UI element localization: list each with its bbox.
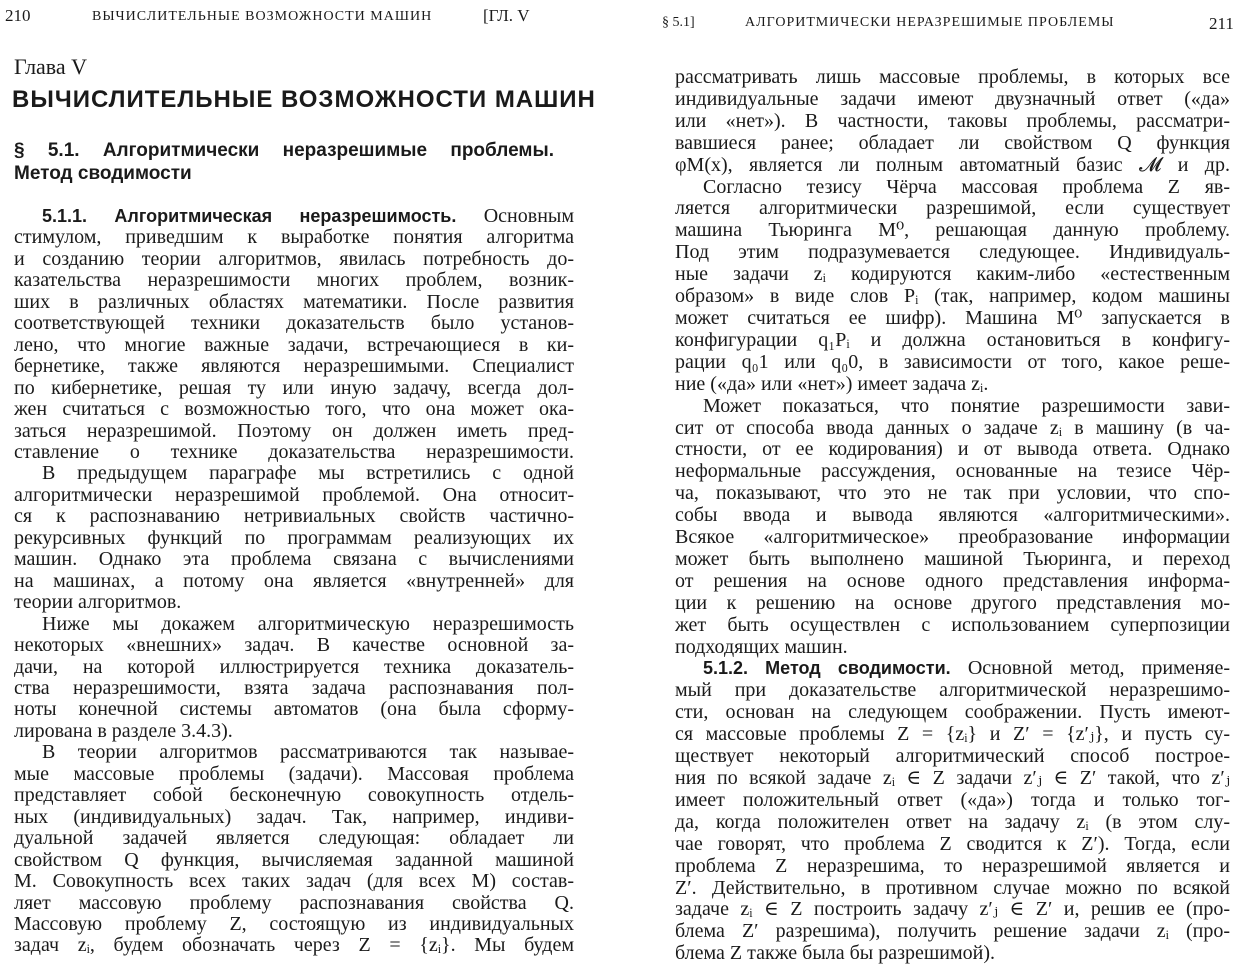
section-title-line: § 5.1. Алгоритмически неразрешимые проблемы. xyxy=(14,140,554,161)
text-line xyxy=(675,790,1230,812)
line-text: сит от способа ввода данных о задаче zᵢ в машину (в ча- xyxy=(675,416,1230,439)
text-line xyxy=(14,292,574,313)
text-line xyxy=(14,678,574,699)
text-line xyxy=(14,914,574,935)
line-text: алгоритмически неразрешимой проблемой. Она относит- xyxy=(14,483,574,506)
right-page xyxy=(627,0,1254,974)
line-text: блема Z также была бы разрешимой). xyxy=(675,942,996,965)
text-line xyxy=(675,527,1230,549)
text-line xyxy=(675,812,1230,834)
line-text: Ниже мы докажем алгоритмическую неразрешимость xyxy=(42,612,574,635)
line-text: от решения на основе одного представления информа- xyxy=(675,569,1230,592)
line-text: ся массовые проблемы Z = {zᵢ} и Z′ = {z′ⱼ}, и пусть су- xyxy=(675,723,1230,746)
line-text: стимулом, приведшим к выработке понятия алгоритма xyxy=(14,226,574,249)
text-line xyxy=(675,637,1230,659)
text-line xyxy=(675,834,1230,856)
section-title-line: Метод сводимости xyxy=(14,163,192,184)
text-line xyxy=(14,528,574,549)
line-text: Всякое «алгоритмическое» преобразование информации xyxy=(675,526,1230,549)
line-text: задаче zᵢ ∈ Z построить задачу z′ⱼ ∈ Z′ и, решив ее (про- xyxy=(675,898,1230,921)
text-line xyxy=(14,871,574,892)
paragraph xyxy=(14,742,574,957)
line-text: казательства неразрешимости многих проблем, возник- xyxy=(14,269,574,292)
text-line xyxy=(675,242,1230,264)
line-text: ние («да» или «нет») имеет задача zᵢ. xyxy=(675,372,989,395)
line-text: В предыдущем параграфе мы встретились с одной xyxy=(42,462,574,485)
line-text: ставление о технике доказательства неразрешимости. xyxy=(14,440,574,463)
line-text: Массовую проблему Z, состоящую из индивидуальных xyxy=(14,912,574,935)
text-line xyxy=(675,330,1230,352)
text-line xyxy=(14,592,574,613)
text-line xyxy=(675,483,1230,505)
text-line xyxy=(675,155,1230,177)
line-text: блема Z′ разрешима), получить решение задачи zᵢ (про- xyxy=(675,920,1230,943)
text-line xyxy=(675,680,1230,702)
line-text: ляется алгоритмически разрешимой, если существует xyxy=(675,197,1230,220)
subsection-heading: 5.1.1. Алгоритмическая неразрешимость. xyxy=(42,206,457,226)
line-text: Z′. Действительно, в противном случае можно по всякой xyxy=(675,876,1230,899)
line-text: на машинах, а потому она является «внутренней» для xyxy=(14,569,574,592)
text-line xyxy=(675,264,1230,286)
line-text: и созданию теории алгоритмов, явилась потребность до- xyxy=(14,247,574,270)
line-text: стности, от ее кодирования) и от вывода ответа. Однако xyxy=(675,438,1230,461)
chapter-ref: [ГЛ. V xyxy=(483,6,530,25)
line-text: или «нет»). В частности, таковы проблемы, рассматри- xyxy=(675,109,1230,132)
line-text: дуальной задачей является следующая: обладает ли xyxy=(14,827,574,850)
line-text: некоторых «внешних» задач. В качестве основной за- xyxy=(14,634,574,657)
line-text: ноты конечной системы автоматов (она была сформу- xyxy=(14,698,574,721)
paragraph xyxy=(675,396,1230,659)
line-text: Основным xyxy=(456,205,574,227)
line-text: подходящих машин. xyxy=(675,635,848,658)
line-text: имеет положительный ответ («да») тогда и только тог- xyxy=(675,788,1230,811)
line-text: индивидуальные задачи имеют двузначный ответ («да» xyxy=(675,87,1230,110)
text-line xyxy=(14,764,574,785)
line-text: машина Тьюринга M⁰, решающая данную проблему. xyxy=(675,219,1230,242)
text-line xyxy=(675,220,1230,242)
line-text: ства неразрешимости, взята задача распознавания пол- xyxy=(14,676,574,699)
text-line xyxy=(14,614,574,635)
text-line xyxy=(14,206,574,227)
text-line xyxy=(14,721,574,742)
text-line xyxy=(14,699,574,720)
text-line xyxy=(14,442,574,463)
text-line xyxy=(14,785,574,806)
line-text: соответствующей техники доказательств было установ- xyxy=(14,312,574,335)
text-line xyxy=(14,850,574,871)
text-line xyxy=(675,549,1230,571)
line-text: ших в различных областях математики. После развития xyxy=(14,290,574,313)
text-line xyxy=(14,463,574,484)
line-text: чае говорят, что проблема Z сводится к Z′). Тогда, если xyxy=(675,832,1230,855)
paragraph xyxy=(675,177,1230,396)
line-text: Под этим подразумевается следующее. Индивидуаль- xyxy=(675,241,1230,264)
text-line xyxy=(14,227,574,248)
text-line xyxy=(675,308,1230,330)
text-line xyxy=(675,133,1230,155)
line-text: Основной метод, применяе- xyxy=(950,657,1230,680)
text-line xyxy=(675,439,1230,461)
text-line xyxy=(675,111,1230,133)
text-line xyxy=(675,899,1230,921)
text-line xyxy=(675,658,1230,680)
paragraph xyxy=(675,67,1230,177)
line-text: может считаться ее шифр). Машина M⁰ запускается в xyxy=(675,306,1230,329)
text-line xyxy=(14,270,574,291)
text-line xyxy=(14,506,574,527)
line-text: рации q₀1 или q₀0, в зависимости от того, какое реше- xyxy=(675,350,1230,373)
text-line xyxy=(14,935,574,956)
line-text: ляет массовую проблему распознавания свойства Q. xyxy=(14,891,574,914)
line-text: собы ввода и вывода являются «алгоритмическими». xyxy=(675,504,1230,527)
text-line xyxy=(14,485,574,506)
text-line xyxy=(675,177,1230,199)
line-text: Может показаться, что понятие разрешимости зави- xyxy=(703,394,1230,417)
page-number: 211 xyxy=(1209,14,1234,33)
line-text: неформальные рассуждения, основанные на тезисе Чёр- xyxy=(675,460,1230,483)
line-text: дачи, на которой иллюстрируется техника доказатель- xyxy=(14,655,574,678)
text-line xyxy=(14,828,574,849)
text-line xyxy=(14,356,574,377)
line-text: Согласно тезису Чёрча массовая проблема Z яв- xyxy=(703,175,1230,198)
line-text: да, когда положителен ответ на задачу zᵢ (в этом слу- xyxy=(675,810,1230,833)
body-text xyxy=(14,206,574,957)
paragraph xyxy=(14,463,574,613)
line-text: ча, показывают, что это не так при условии, что спо- xyxy=(675,482,1230,505)
line-text: мые массовые проблемы (задачи). Массовая проблема xyxy=(14,762,574,785)
text-line xyxy=(14,421,574,442)
text-line xyxy=(675,461,1230,483)
text-line xyxy=(675,67,1230,89)
line-text: представляет собой бесконечную совокупность отдель- xyxy=(14,784,574,807)
paragraph xyxy=(14,614,574,743)
text-line xyxy=(14,571,574,592)
paragraph xyxy=(675,658,1230,965)
text-line xyxy=(14,893,574,914)
text-line xyxy=(14,378,574,399)
line-text: рекурсивных функций по программам реализующих их xyxy=(14,526,574,549)
text-line xyxy=(14,657,574,678)
line-text: ществует некоторый алгоритмический способ построе- xyxy=(675,745,1230,768)
line-text: машин. Однако эта проблема связана с вычислениями xyxy=(14,548,574,571)
text-line xyxy=(675,702,1230,724)
text-line xyxy=(675,615,1230,637)
text-line xyxy=(675,856,1230,878)
text-line xyxy=(675,505,1230,527)
running-title: ВЫЧИСЛИТЕЛЬНЫЕ ВОЗМОЖНОСТИ МАШИН xyxy=(92,9,433,24)
line-text: ции к решению на основе другого представления мо- xyxy=(675,591,1230,614)
line-text: мый при доказательстве алгоритмической неразрешимо- xyxy=(675,679,1230,702)
line-text: может быть выполнено машиной Тьюринга, и переход xyxy=(675,547,1230,570)
text-line xyxy=(675,418,1230,440)
line-text: ся к распознаванию нетривиальных свойств частично- xyxy=(14,505,574,528)
line-text: задач zᵢ, будем обозначать через Z = {zᵢ}. Мы будем xyxy=(14,934,574,957)
line-text: конфигурации q₁Pᵢ и должна остановиться в конфигу- xyxy=(675,328,1230,351)
text-line xyxy=(675,593,1230,615)
text-line xyxy=(675,746,1230,768)
paragraph xyxy=(14,206,574,463)
line-text: образом» в виде слов Pᵢ (так, например, кодом машины xyxy=(675,285,1230,308)
text-line xyxy=(14,549,574,570)
text-line xyxy=(675,768,1230,790)
line-text: заться неразрешимой. Поэтому он должен иметь пред- xyxy=(14,419,574,442)
text-line xyxy=(14,313,574,334)
text-line xyxy=(14,807,574,828)
line-text: по кибернетике, решая ту или иную задачу, всегда дол- xyxy=(14,376,574,399)
line-text: теории алгоритмов. xyxy=(14,591,182,614)
text-line xyxy=(675,921,1230,943)
text-line xyxy=(14,742,574,763)
text-line xyxy=(675,374,1230,396)
line-text: проблема Z неразрешима, то неразрешимой является и xyxy=(675,854,1230,877)
text-line xyxy=(675,724,1230,746)
text-line xyxy=(675,396,1230,418)
running-title: АЛГОРИТМИЧЕСКИ НЕРАЗРЕШИМЫЕ ПРОБЛЕМЫ xyxy=(745,15,1115,30)
section-title xyxy=(14,139,554,185)
text-line xyxy=(675,571,1230,593)
line-text: сти, основан на следующем соображении. Пусть имеют- xyxy=(675,701,1230,724)
line-text: В теории алгоритмов рассматриваются так называе- xyxy=(42,741,574,764)
line-text: ных (индивидуальных) задач. Так, например, индиви- xyxy=(14,805,574,828)
text-line xyxy=(675,286,1230,308)
body-text xyxy=(675,67,1230,965)
text-line xyxy=(675,89,1230,111)
text-line xyxy=(675,352,1230,374)
text-line xyxy=(14,635,574,656)
line-text: свойством Q функция, вычисляемая заданной машиной xyxy=(14,848,574,871)
line-text: рассматривать лишь массовые проблемы, в которых все xyxy=(675,66,1230,88)
line-text: лирована в разделе 3.4.3). xyxy=(14,719,233,742)
text-line xyxy=(14,249,574,270)
line-text: вавшиеся ранее; обладает ли свойством Q функция xyxy=(675,131,1230,154)
subsection-heading: 5.1.2. Метод сводимости. xyxy=(703,658,951,679)
line-text: ные задачи zᵢ кодируются каким-либо «естественным xyxy=(675,263,1230,286)
text-line xyxy=(675,198,1230,220)
chapter-label: Глава V xyxy=(14,54,88,79)
line-text: ния по всякой задаче zᵢ ∈ Z задачи z′ⱼ ∈ Z′ такой, что z′ⱼ xyxy=(675,767,1230,789)
chapter-title: ВЫЧИСЛИТЕЛЬНЫЕ ВОЗМОЖНОСТИ МАШИН xyxy=(12,86,596,113)
line-text: лено, что многие важные задачи, встречающиеся в ки- xyxy=(14,333,574,356)
text-line xyxy=(14,335,574,356)
line-text: жен считаться с возможностью того, что она может ока- xyxy=(14,398,574,421)
section-ref: § 5.1] xyxy=(662,15,695,30)
text-line xyxy=(675,943,1230,965)
page-number: 210 xyxy=(5,6,31,25)
text-line xyxy=(675,878,1230,900)
line-text: жет быть осуществлен с использованием суперпозиции xyxy=(675,613,1230,636)
line-text: M. Совокупность всех таких задач (для всех M) состав- xyxy=(14,870,574,893)
line-text: φM(x), является ли полным автоматный базис 𝓜 и др. xyxy=(675,153,1230,176)
line-text: бернетике, также являются неразрешимыми. Специалист xyxy=(14,355,574,378)
text-line xyxy=(14,399,574,420)
